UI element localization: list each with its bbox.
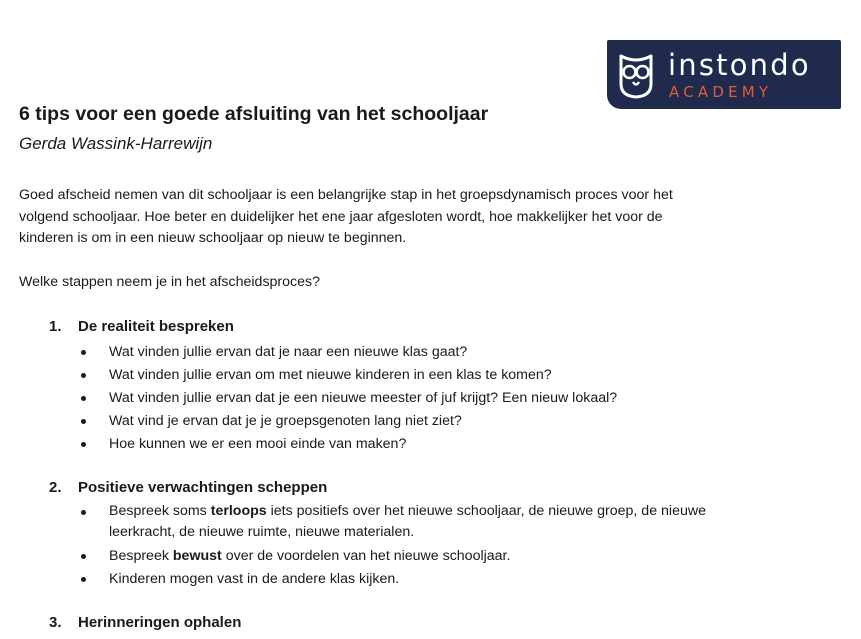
list-item xyxy=(80,545,706,568)
list-item-text: Bespreek bewust over de voordelen van het nieuwe schooljaar. xyxy=(109,548,511,564)
intro-line: Goed afscheid nemen van dit schooljaar is een belangrijke stap in het groepsdynamisch proces voor het xyxy=(19,187,673,203)
list-item xyxy=(80,501,706,545)
section-number: 1. xyxy=(49,318,62,335)
bullet-icon xyxy=(81,373,86,378)
section-number: 2. xyxy=(49,479,62,496)
section-2-bullets xyxy=(80,501,706,591)
bullet-icon xyxy=(81,510,86,515)
bullet-icon xyxy=(81,577,86,582)
bullet-icon xyxy=(81,442,86,447)
bold-emphasis: terloops xyxy=(210,503,267,519)
list-item-text: Wat vind je ervan dat je je groepsgenoten lang niet ziet? xyxy=(109,413,462,429)
section-heading xyxy=(49,318,234,335)
list-item xyxy=(80,341,617,364)
bullet-icon xyxy=(81,419,86,424)
list-item-text: Wat vinden jullie ervan om met nieuwe kinderen in een klas te komen? xyxy=(109,367,552,383)
bullet-icon xyxy=(81,396,86,401)
section-1-bullets xyxy=(80,341,617,456)
intro-line: kinderen is om in een nieuw schooljaar op nieuw te beginnen. xyxy=(19,230,407,246)
section-title: Positieve verwachtingen scheppen xyxy=(78,479,328,496)
bold-emphasis: bewust xyxy=(172,548,222,564)
bullet-icon xyxy=(81,554,86,559)
intro-line: volgend schooljaar. Hoe beter en duidelijker het ene jaar afgesloten wordt, hoe makkelijker het voor de xyxy=(19,208,663,225)
list-item-text: Wat vinden jullie ervan dat je een nieuwe meester of juf krijgt? Een nieuw lokaal? xyxy=(109,390,618,406)
section-heading xyxy=(49,614,241,631)
section-title: Herinneringen ophalen xyxy=(78,614,242,631)
list-item-text: Kinderen mogen vast in de andere klas kijken. xyxy=(109,571,400,587)
section-number: 3. xyxy=(49,614,62,631)
list-item xyxy=(80,364,617,387)
list-item-text: Bespreek soms terloops iets positiefs over het nieuwe schooljaar, de nieuwe groep, de nieuwe xyxy=(109,503,706,519)
document-title: 6 tips voor een goede afsluiting van het schooljaar xyxy=(19,103,489,125)
list-item-text: Wat vinden jullie ervan dat je naar een nieuwe klas gaat? xyxy=(109,344,468,360)
document-author: Gerda Wassink-Harrewijn xyxy=(19,134,213,153)
section-title: De realiteit bespreken xyxy=(78,318,234,335)
owl-icon xyxy=(615,50,657,100)
list-item xyxy=(80,410,617,433)
instondo-academy-logo xyxy=(607,40,841,109)
list-item xyxy=(80,387,617,410)
list-item xyxy=(80,568,706,591)
section-heading xyxy=(49,479,327,496)
steps-question: Welke stappen neem je in het afscheidsproces? xyxy=(19,274,321,290)
logo-subtitle: ACADEMY xyxy=(669,83,773,101)
intro-paragraph xyxy=(19,185,673,250)
list-item xyxy=(80,433,617,456)
logo-wordmark: instondo xyxy=(668,48,811,82)
list-item-text: Hoe kunnen we er een mooi einde van maken? xyxy=(109,436,407,452)
bullet-icon xyxy=(81,350,86,355)
list-item-text-continued: leerkracht, de nieuwe ruimte, nieuwe materialen. xyxy=(109,524,415,540)
